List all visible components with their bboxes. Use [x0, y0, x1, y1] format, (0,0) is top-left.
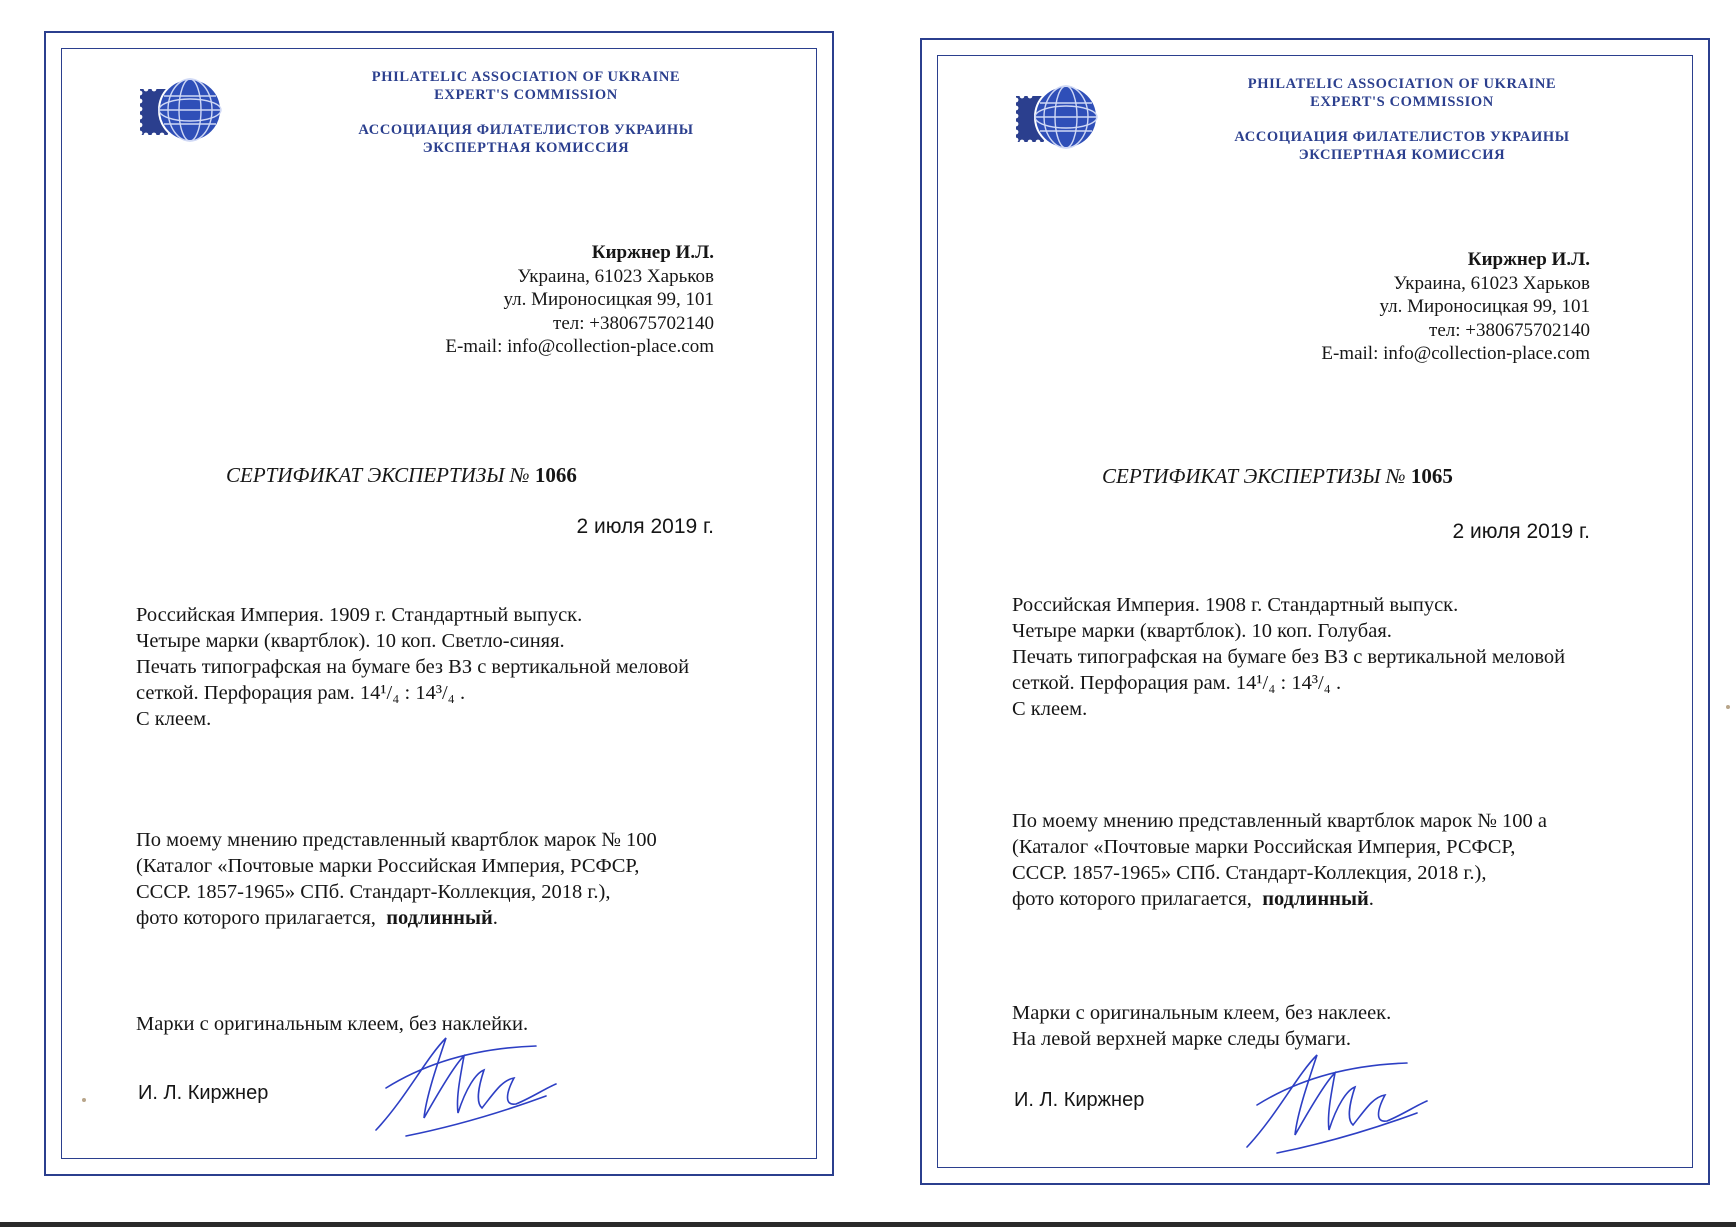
association-name-ru: [276, 121, 776, 157]
opinion-line-last: [136, 905, 796, 931]
handwritten-signature: [366, 1018, 566, 1138]
description-line: С клеем.: [136, 708, 212, 730]
association-en-line: PHILATELIC ASSOCIATION OF UKRAINE: [371, 69, 681, 85]
verdict: подлинный: [1262, 888, 1369, 910]
address-city: Украина, 61023 Харьков: [517, 265, 714, 287]
globe-stamp-logo-icon: [1014, 84, 1106, 152]
opinion-line: (Каталог «Почтовые марки Российская Империя, РСФСР,: [136, 855, 640, 877]
association-ru-line: ЭКСПЕРТНАЯ КОМИССИЯ: [422, 140, 630, 156]
opinion-line: СССР. 1857-1965» СПб. Стандарт-Коллекция, 2018 г.),: [136, 881, 611, 903]
paper-speck: [1726, 705, 1730, 709]
association-ru-line: ЭКСПЕРТНАЯ КОМИССИЯ: [1298, 147, 1506, 163]
association-en-line: PHILATELIC ASSOCIATION OF UKRAINE: [1247, 76, 1557, 92]
stamp-description: [136, 602, 796, 732]
address-phone: тел: +380675702140: [553, 312, 714, 334]
expert-address: [1321, 248, 1590, 366]
association-name-ru: [1152, 128, 1652, 164]
description-line: сеткой. Перфорация рам. 14¹/₄ : 14³/₄ .: [1012, 672, 1342, 694]
description-line: Четыре марки (квартблок). 10 коп. Светло-синяя.: [136, 630, 565, 652]
association-en-line: EXPERT'S COMMISSION: [434, 87, 618, 103]
opinion-line: СССР. 1857-1965» СПб. Стандарт-Коллекция, 2018 г.),: [1012, 862, 1487, 884]
address-street: ул. Мироносицкая 99, 101: [1379, 296, 1590, 317]
association-ru-line: АССОЦИАЦИЯ ФИЛАТЕЛИСТОВ УКРАИНЫ: [1234, 129, 1570, 145]
address-city: Украина, 61023 Харьков: [1393, 272, 1590, 294]
association-en-line: EXPERT'S COMMISSION: [1310, 94, 1494, 110]
opinion-line: По моему мнению представленный квартблок марок № 100 а: [1012, 810, 1548, 832]
expert-address: [445, 241, 714, 359]
certificate-number: 1066: [534, 463, 577, 487]
signer-name: И. Л. Киржнер: [138, 1082, 269, 1104]
signer-name: И. Л. Киржнер: [1014, 1089, 1145, 1111]
stamp-description: [1012, 592, 1672, 722]
certificate-title: [226, 463, 577, 488]
description-line: Четыре марки (квартблок). 10 коп. Голубая.: [1012, 620, 1392, 642]
description-line: Печать типографская на бумаге без ВЗ с вертикальной меловой: [1012, 646, 1566, 668]
verdict: подлинный: [386, 907, 493, 929]
verdict-end: .: [1368, 888, 1374, 910]
expert-opinion: [1012, 808, 1672, 912]
opinion-line: фото которого прилагается,: [1012, 888, 1252, 910]
verdict-end: .: [492, 907, 498, 929]
description-line: Российская Империя. 1909 г. Стандартный выпуск.: [136, 604, 583, 626]
certificate-number: 1065: [1410, 464, 1453, 488]
handwritten-signature: [1222, 1035, 1452, 1155]
address-phone: тел: +380675702140: [1429, 319, 1590, 341]
note-line: Марки с оригинальным клеем, без наклеек.: [1012, 1002, 1392, 1024]
certificate-title-text: СЕРТИФИКАТ ЭКСПЕРТИЗЫ №: [226, 463, 530, 487]
certificate-date: 2 июля 2019 г.: [1452, 520, 1590, 543]
certificate-title: [1102, 464, 1453, 489]
description-line: Печать типографская на бумаге без ВЗ с вертикальной меловой: [136, 656, 690, 678]
opinion-line: (Каталог «Почтовые марки Российская Империя, РСФСР,: [1012, 836, 1516, 858]
certificate-1065: [920, 38, 1710, 1185]
note-line: На левой верхней марке следы бумаги.: [1012, 1028, 1351, 1050]
note-line: Марки с оригинальным клеем, без наклейки.: [136, 1013, 529, 1035]
address-street: ул. Мироносицкая 99, 101: [503, 289, 714, 310]
certificate-1066: [44, 31, 834, 1176]
globe-stamp-logo-icon: [138, 77, 230, 145]
description-line: Российская Империя. 1908 г. Стандартный выпуск.: [1012, 594, 1459, 616]
expert-name: Киржнер И.Л.: [1467, 249, 1590, 270]
address-email: E-mail: info@collection-place.com: [1321, 343, 1590, 364]
address-email: E-mail: info@collection-place.com: [445, 336, 714, 357]
opinion-line-last: [1012, 886, 1672, 912]
opinion-line: фото которого прилагается,: [136, 907, 376, 929]
description-line: С клеем.: [1012, 698, 1088, 720]
association-name-en: [276, 68, 776, 104]
association-ru-line: АССОЦИАЦИЯ ФИЛАТЕЛИСТОВ УКРАИНЫ: [358, 122, 694, 138]
opinion-line: По моему мнению представленный квартблок марок № 100: [136, 829, 657, 851]
association-name-en: [1152, 75, 1652, 111]
description-line: сеткой. Перфорация рам. 14¹/₄ : 14³/₄ .: [136, 682, 466, 704]
scan-edge: [0, 1222, 1736, 1227]
certificate-title-text: СЕРТИФИКАТ ЭКСПЕРТИЗЫ №: [1102, 464, 1406, 488]
expert-opinion: [136, 827, 796, 931]
certificate-date: 2 июля 2019 г.: [576, 515, 714, 538]
expert-name: Киржнер И.Л.: [591, 242, 714, 263]
